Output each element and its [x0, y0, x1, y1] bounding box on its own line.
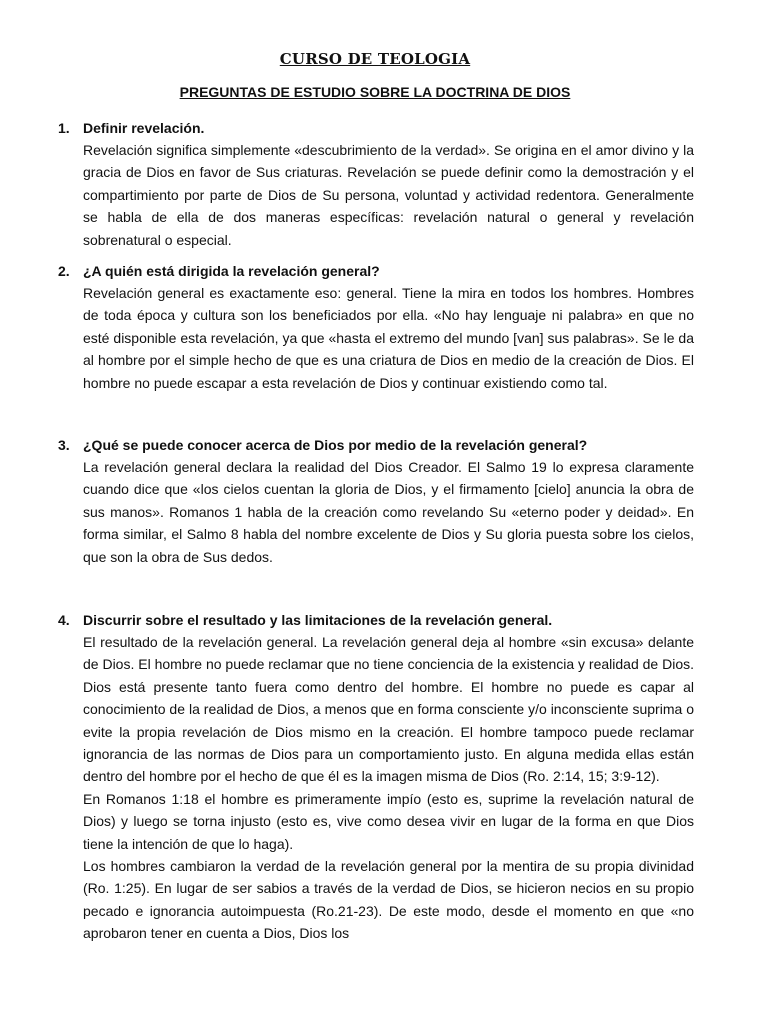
question-number: 2. [58, 263, 70, 279]
question-text: Discurrir sobre el resultado y las limitaciones de la revelación general. [83, 612, 553, 628]
question-heading [58, 434, 694, 456]
question-section-1 [58, 117, 694, 251]
question-number: 3. [58, 437, 70, 453]
document-subtitle: PREGUNTAS DE ESTUDIO SOBRE LA DOCTRINA DE DIOS [179, 84, 571, 100]
answer-paragraph: En Romanos 1:18 el hombre es primeramente impío (esto es, suprime la revelación natural de Dios) y luego se torna injusto (esto es, vive como desea vivir en lugar de la forma en que Dios tiene la intención de que lo haga). [83, 790, 694, 852]
question-number: 4. [58, 612, 70, 628]
question-text: ¿Qué se puede conocer acerca de Dios por medio de la revelación general? [83, 437, 588, 453]
question-section-4 [58, 609, 694, 942]
question-heading [58, 117, 694, 139]
question-section-2 [58, 260, 694, 394]
question-section-3 [58, 434, 694, 568]
answer-paragraph: Revelación significa simplemente «descubrimiento de la verdad». Se origina en el amor divino y la gracia de Dios en favor de Sus criaturas. Revelación se puede definir como la demostración y el compartimiento por parte de Dios de Su persona, voluntad y actividad redentora. Generalmente se habla de ella de dos maneras específicas: revelación natural o general y revelación sobrenatural o especial. [83, 142, 694, 248]
answer-paragraph: El resultado de la revelación general. La revelación general deja al hombre «sin excusa» delante de Dios. El hombre no puede reclamar que no tiene conciencia de la existencia y realidad de Dios. Dios está presente tanto fuera como dentro del hombre. El hombre no puede es capar al conocimiento de la realidad de Dios, a menos que en forma consciente y/o inconsciente suprima o evite la propia revelación de Dios mismo en la creación. El hombre tampoco puede reclamar ignorancia de las normas de Dios para un comportamiento justo. En alguna medida ellas están dentro del hombre por el hecho de que él es la imagen misma de Dios (Ro. 2:14, 15; 3:9-12). [83, 634, 694, 785]
question-number: 1. [58, 120, 70, 136]
answer-paragraph: La revelación general declara la realidad del Dios Creador. El Salmo 19 lo expresa claramente cuando dice que «los cielos cuentan la gloria de Dios, y el firmamento [cielo] anuncia la obra de sus manos». Romanos 1 habla de la creación como revelando Su «eterno poder y deidad». En forma similar, el Salmo 8 habla del nombre excelente de Dios y Su gloria puesta sobre los cielos, que son la obra de Sus dedos. [83, 459, 694, 565]
answer-paragraph: Los hombres cambiaron la verdad de la revelación general por la mentira de su propia divinidad (Ro. 1:25). En lugar de ser sabios a través de la verdad de Dios, se hicieron necios en su propio pecado e ignorancia autoimpuesta (Ro.21-23). De este modo, desde el momento en que «no aprobaron tener en cuenta a Dios, Dios los [83, 858, 694, 942]
question-text: ¿A quién está dirigida la revelación general? [83, 263, 380, 279]
question-heading [58, 609, 694, 631]
answer-paragraph: Revelación general es exactamente eso: general. Tiene la mira en todos los hombres. Hombres de toda época y cultura son los beneficiados por ella. «No hay lenguaje ni palabra» en que no esté disponible esta revelación, ya que «hasta el extremo del mundo [van] sus palabras». Se le da al hombre por el simple hecho de que es una criatura de Dios en medio de la creación de Dios. El hombre no puede escapar a esta revelación de Dios y continuar existiendo como tal. [83, 285, 694, 391]
question-heading [58, 260, 694, 282]
document-title: CURSO DE TEOLOGIA [279, 50, 471, 68]
question-text: Definir revelación. [83, 120, 205, 136]
